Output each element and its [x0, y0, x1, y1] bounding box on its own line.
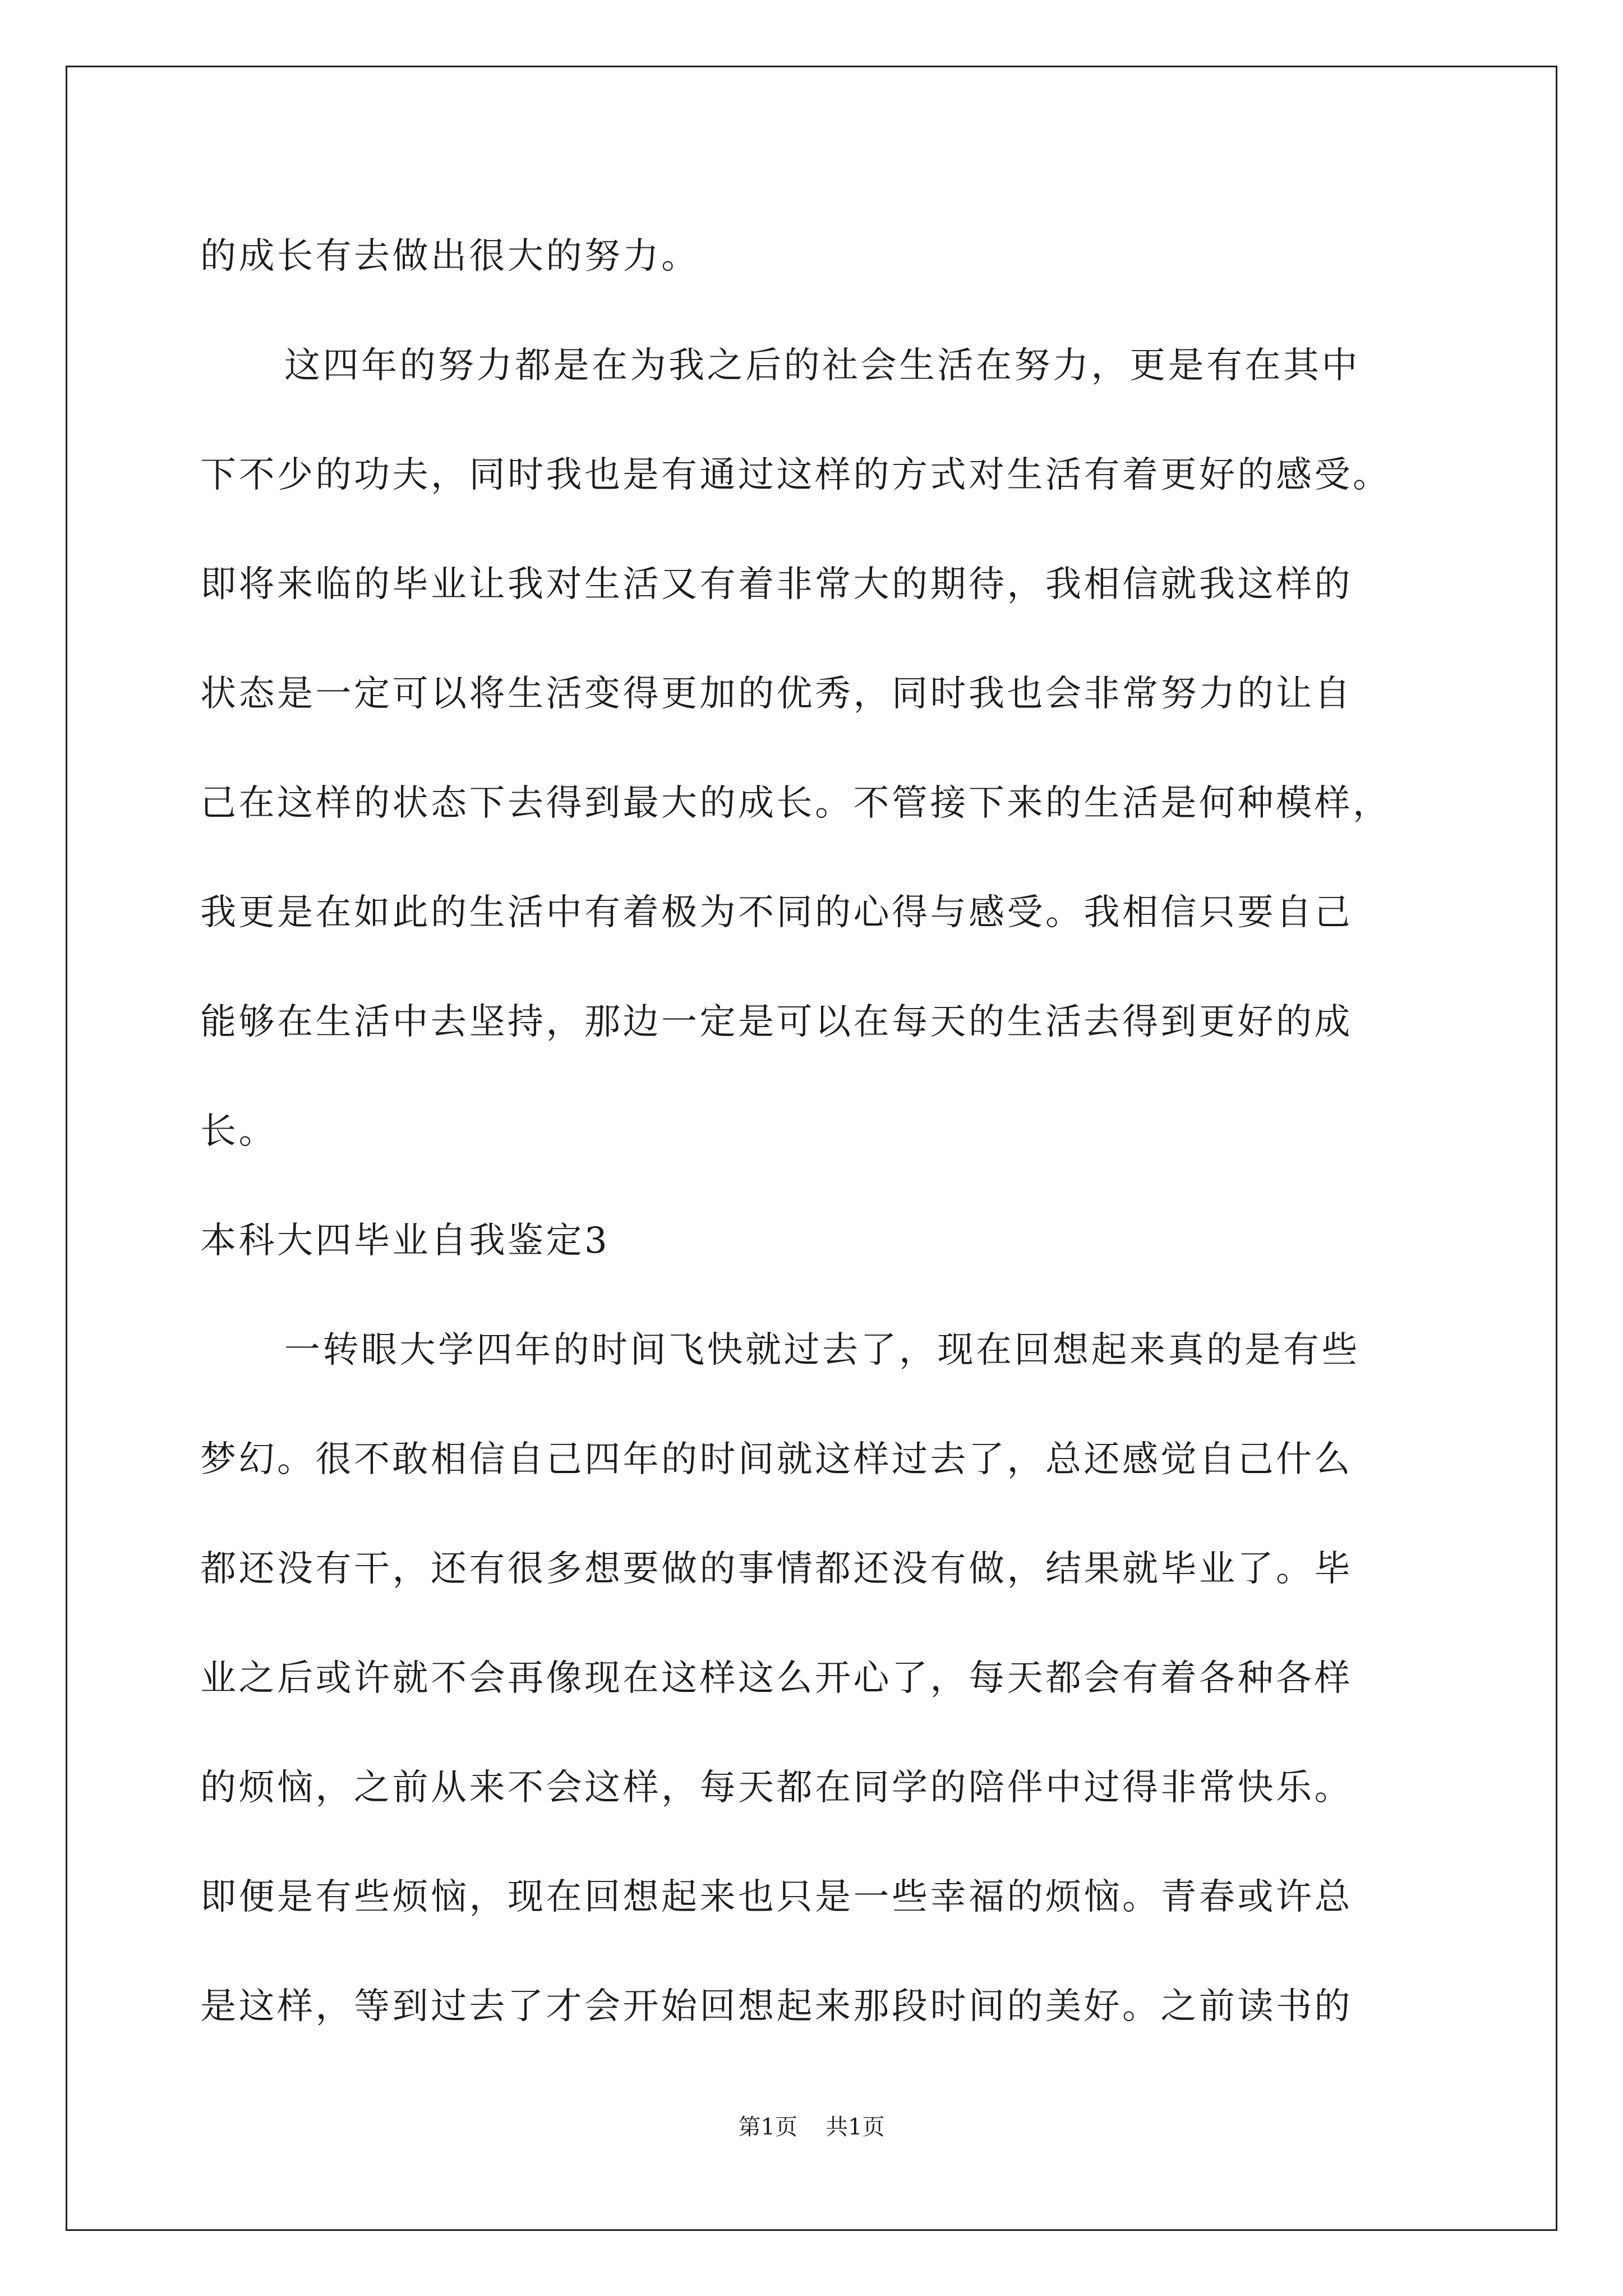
text-line: 是这样，等到过去了才会开始回想起来那段时间的美好。之前读书的 [200, 1986, 1353, 2027]
page-footer [0, 2110, 1623, 2144]
text-line: 一转眼大学四年的时间飞快就过去了，现在回想起来真的是有些 [284, 1329, 1360, 1371]
text-line: 的成长有去做出很大的努力。 [200, 236, 700, 277]
text-line: 状态是一定可以将生活变得更加的优秀，同时我也会非常努力的让自 [200, 673, 1353, 715]
section-heading: 本科大四毕业自我鉴定3 [200, 1220, 610, 1262]
text-line: 的烦恼，之前从来不会这样，每天都在同学的陪伴中过得非常快乐。 [200, 1767, 1353, 1809]
text-line: 即将来临的毕业让我对生活又有着非常大的期待，我相信就我这样的 [200, 564, 1353, 605]
page-number-current: 第1页 [738, 2114, 797, 2140]
text-line: 我更是在如此的生活中有着极为不同的心得与感受。我相信只要自己 [200, 892, 1353, 933]
text-line: 都还没有干，还有很多想要做的事情都还没有做，结果就毕业了。毕 [200, 1548, 1353, 1590]
text-line: 即便是有些烦恼，现在回想起来也只是一些幸福的烦恼。青春或许总 [200, 1876, 1353, 1918]
text-line: 下不少的功夫，同时我也是有通过这样的方式对生活有着更好的感受。 [200, 454, 1391, 496]
text-line: 长。 [200, 1111, 277, 1152]
text-line: 梦幻。很不敢相信自己四年的时间就这样过去了，总还感觉自己什么 [200, 1439, 1353, 1480]
document-body [200, 202, 1434, 2062]
page-number-total: 共1页 [826, 2114, 885, 2140]
text-line: 己在这样的状态下去得到最大的成长。不管接下来的生活是何种模样， [200, 783, 1391, 824]
text-line: 这四年的努力都是在为我之后的社会生活在努力，更是有在其中 [284, 345, 1360, 386]
text-line: 业之后或许就不会再像现在这样这么开心了，每天都会有着各种各样 [200, 1658, 1353, 1699]
text-line: 能够在生活中去坚持，那边一定是可以在每天的生活去得到更好的成 [200, 1001, 1353, 1043]
